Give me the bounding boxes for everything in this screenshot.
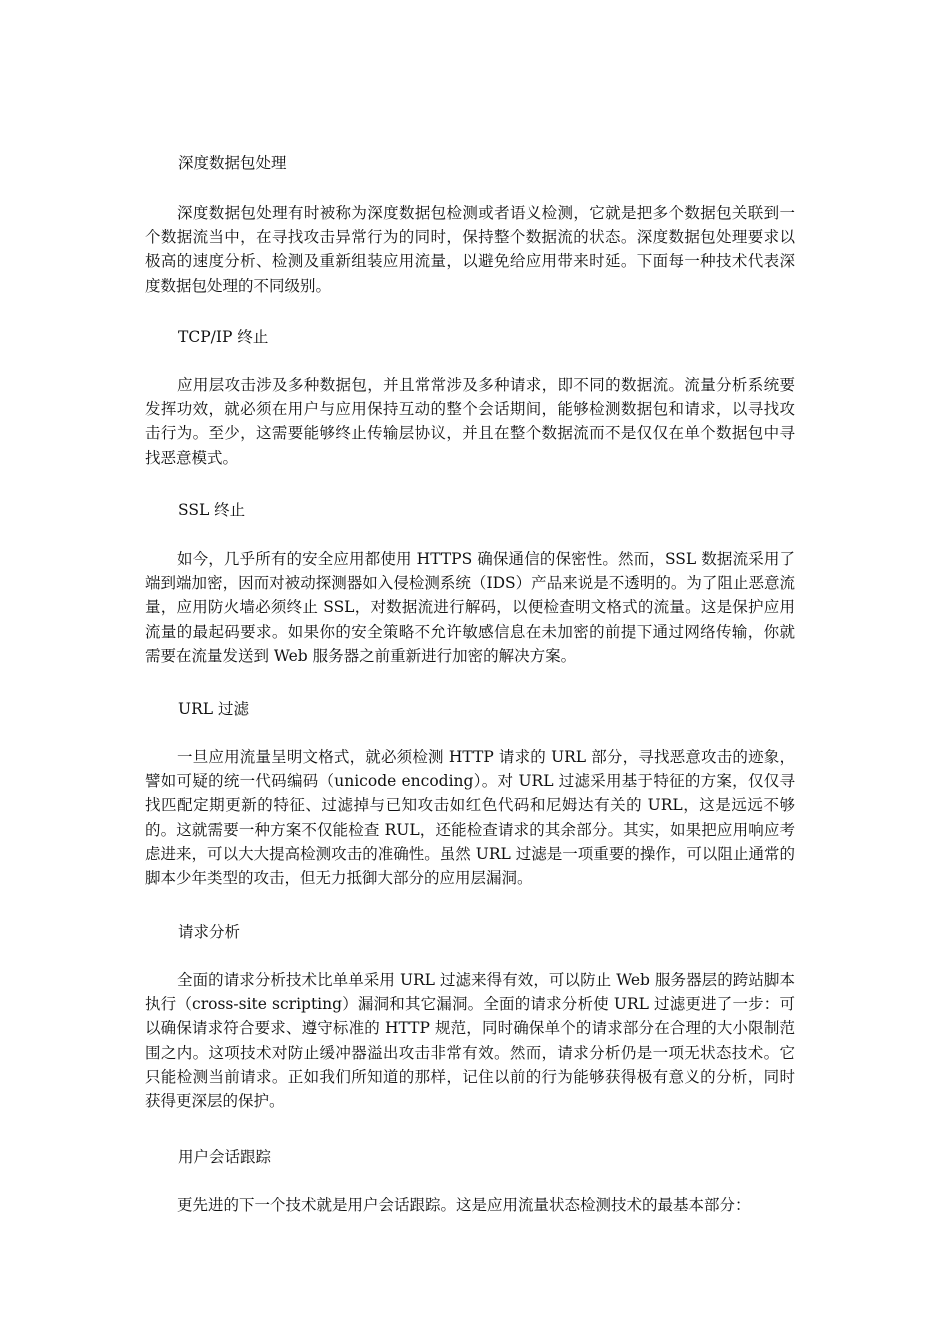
section-body-request-analysis: 全面的请求分析技术比单单采用 URL 过滤来得有效，可以防止 Web 服务器层的跨站脚本执行（cross-site scripting）漏洞和其它漏洞。全面的请求分析使 URL 过滤更进了一步：可以确保请求符合要求、遵守标准的 HTTP 规范，同时确保单个的请求部分在合理的大小限制范围之内。这项技术对防止缓冲器溢出攻击非常有效。然而，请求分析仍是一项无状态技术。它只能检测当前请求。正如我们所知道的那样，记住以前的行为能够获得极有意义的分析，同时获得更深层的保护。 [145,971,795,1111]
section-body-url-filter: 一旦应用流量呈明文格式，就必须检测 HTTP 请求的 URL 部分，寻找恶意攻击的迹象，譬如可疑的统一代码编码（unicode encoding）。对 URL 过滤采用基于特征的方案，仅仅寻找匹配定期更新的特征、过滤掉与已知攻击如红色代码和尼姆达有关的 URL，这是远远不够的。这就需要一种方案不仅能检查 RUL，还能检查请求的其余部分。其实，如果把应用响应考虑进来，可以大大提高检测攻击的准确性。虽然 URL 过滤是一项重要的操作，可以阻止通常的脚本少年类型的攻击，但无力抵御大部分的应用层漏洞。 [145,748,795,888]
section-body-deep-packet: 深度数据包处理有时被称为深度数据包检测或者语义检测，它就是把多个数据包关联到一个数据流当中，在寻找攻击异常行为的同时，保持整个数据流的状态。深度数据包处理要求以极高的速度分析、检测及重新组装应用流量，以避免给应用带来时延。下面每一种技术代表深度数据包处理的不同级别。 [145,204,795,295]
section-heading-ssl: SSL 终止 [178,501,246,519]
section-body-ssl: 如今，几乎所有的安全应用都使用 HTTPS 确保通信的保密性。然而，SSL 数据流采用了端到端加密，因而对被动探测器如入侵检测系统（IDS）产品来说是不透明的。为了阻止恶意流量，应用防火墙必须终止 SSL，对数据流进行解码，以便检查明文格式的流量。这是保护应用流量的最起码要求。如果你的安全策略不允许敏感信息在未加密的前提下通过网络传输，你就需要在流量发送到 Web 服务器之前重新进行加密的解决方案。 [145,550,795,665]
section-heading-url-filter: URL 过滤 [178,700,249,718]
section-heading-request-analysis: 请求分析 [178,923,241,941]
section-body-tcpip: 应用层攻击涉及多种数据包，并且常常涉及多种请求，即不同的数据流。流量分析系统要发挥功效，就必须在用户与应用保持互动的整个会话期间，能够检测数据包和请求，以寻找攻击行为。至少，这需要能够终止传输层协议，并且在整个数据流而不是仅仅在单个数据包中寻找恶意模式。 [145,376,795,467]
section-heading-tcpip: TCP/IP 终止 [178,328,269,346]
section-heading-deep-packet: 深度数据包处理 [178,154,287,172]
section-heading-session-tracking: 用户会话跟踪 [178,1148,272,1166]
section-body-session-tracking: 更先进的下一个技术就是用户会话跟踪。这是应用流量状态检测技术的最基本部分： [177,1196,751,1214]
